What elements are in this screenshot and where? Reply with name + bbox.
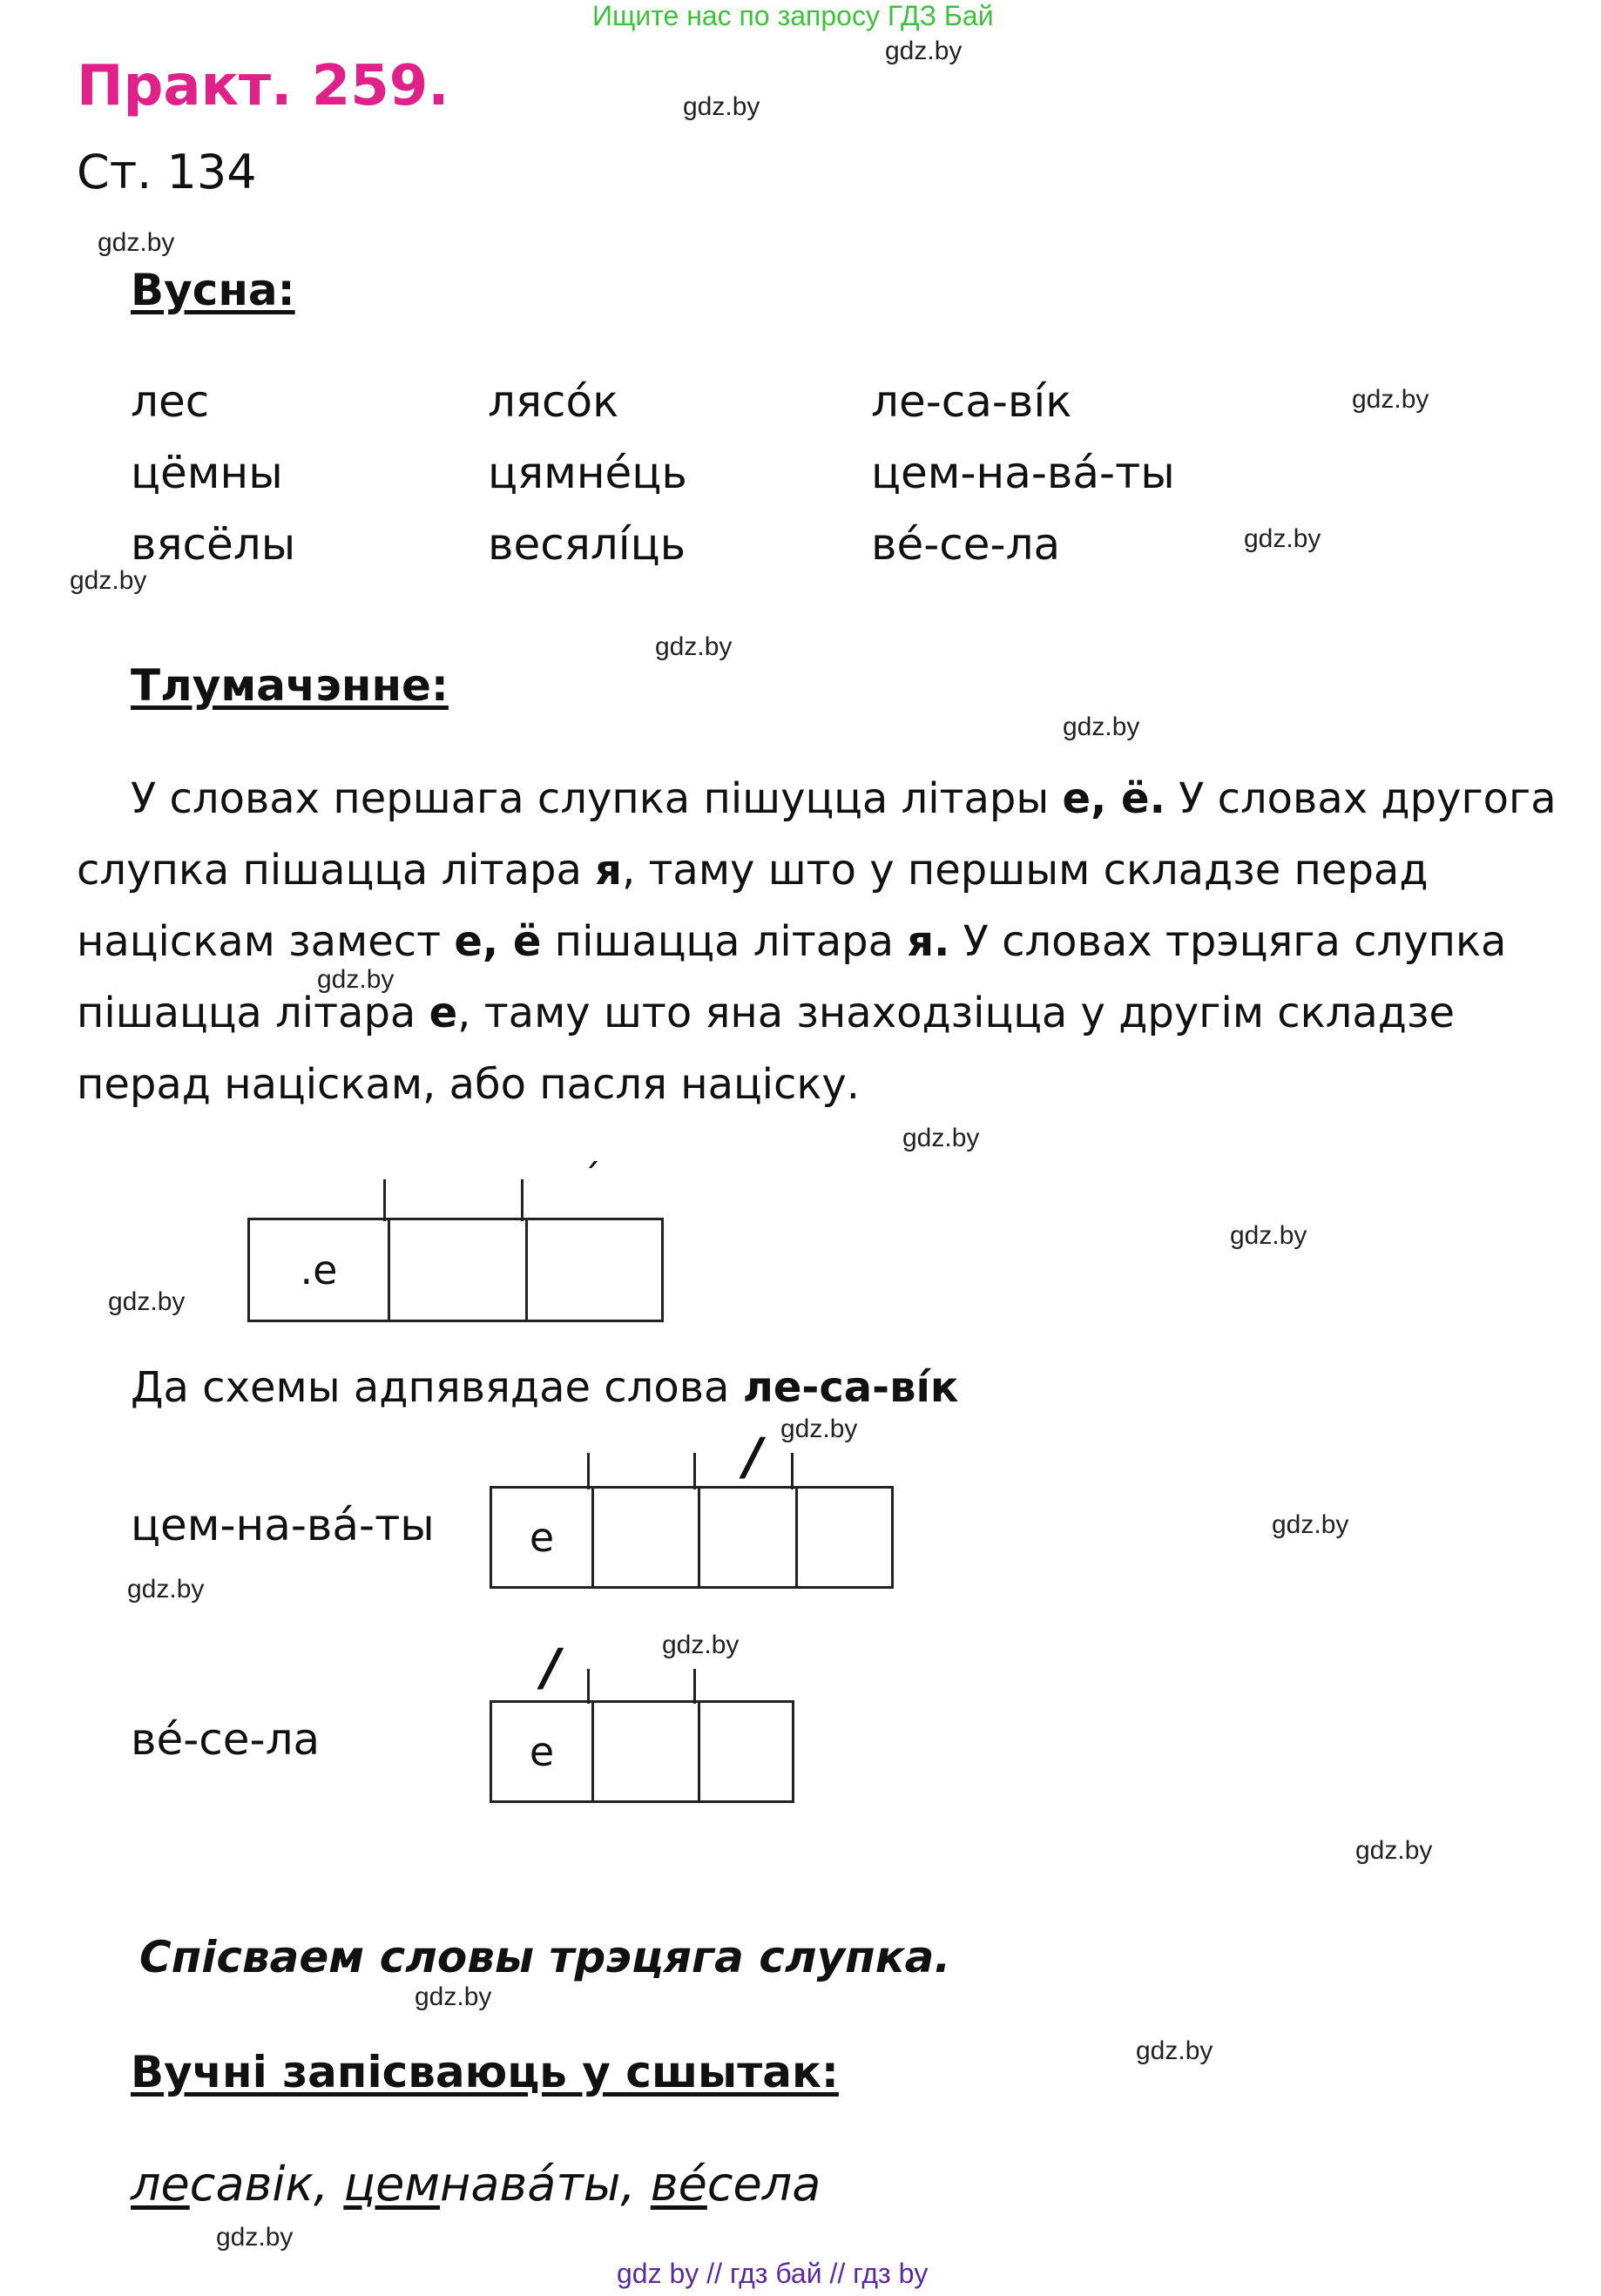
scheme-2-box	[490, 1486, 894, 1589]
match-sentence: Да схемы адпявядае слова ле-са-ві́к	[131, 1363, 959, 1412]
footer-links: gdz by // гдз бай // гдз by	[617, 2258, 929, 2289]
answer-line: лесавік, цемнавáты, вéсела	[131, 2157, 821, 2212]
watermark: gdz.by	[1352, 385, 1429, 414]
oral-heading: Вусна:	[131, 265, 295, 315]
word-r2-c3: цем-на-ва́-ты	[871, 448, 1175, 498]
word-r3-c3: ве́-се-ла	[871, 519, 1061, 570]
watermark: gdz.by	[415, 1982, 492, 2011]
word-r2-c2: цямне́ць	[488, 448, 687, 498]
scheme-1-cell-1: .е	[300, 1246, 338, 1293]
scheme-2-cell-2	[591, 1489, 698, 1586]
top-banner: Ищите нас по запросу ГДЗ Бай	[592, 0, 994, 31]
watermark: gdz.by	[70, 566, 147, 595]
watermark: gdz.by	[885, 37, 963, 65]
scheme-2-label: цем-на-ва́-ты	[131, 1500, 435, 1550]
watermark: gdz.by	[1136, 2036, 1213, 2065]
scheme-2-tick-1	[587, 1453, 590, 1489]
watermark: gdz.by	[1272, 1510, 1349, 1539]
word-r3-c1: вясёлы	[131, 519, 296, 570]
scheme-2-cell-4	[795, 1489, 891, 1586]
students-heading: Вучні запісваюць у сшытак:	[131, 2047, 839, 2097]
scheme-3-box	[490, 1700, 794, 1803]
watermark: gdz.by	[662, 1631, 740, 1659]
scheme-1-cell-3	[525, 1220, 661, 1320]
copy-note: Спісваем словы трэцяга слупка.	[139, 1932, 951, 1982]
watermark: gdz.by	[108, 1287, 186, 1316]
watermark: gdz.by	[98, 228, 175, 257]
explanation-heading: Тлумачэнне:	[131, 660, 449, 711]
watermark: gdz.by	[1244, 524, 1321, 553]
page-reference: Ст. 134	[77, 145, 257, 199]
watermark: gdz.by	[317, 965, 395, 994]
scheme-1-box	[247, 1218, 664, 1322]
scheme-3-cell-3	[698, 1703, 792, 1800]
scheme-3-label: ве́-се-ла	[131, 1714, 321, 1765]
word-r2-c1: цёмны	[131, 448, 283, 498]
scheme-1-accent-icon: ´	[582, 1157, 601, 1201]
word-r1-c1: лес	[131, 376, 210, 427]
watermark: gdz.by	[127, 1575, 205, 1604]
explanation-paragraph: У словах першага слупка пішуцца літары е, ё. У словах другога слупка пішацца літара я, таму што у першым складзе перад націскам замест е, ё пішацца літара я. У словах трэцяга слупка пішацца літара е, таму што яна знаходзіцца у другім складзе перад націскам, або пасля націску.	[77, 774, 1557, 1109]
scheme-3-accent-icon: /	[542, 1638, 561, 1697]
scheme-3-tick-1	[587, 1669, 590, 1704]
watermark: gdz.by	[1063, 712, 1140, 741]
page-title: Практ. 259.	[77, 54, 449, 118]
scheme-3-cell-1: е	[529, 1728, 555, 1775]
watermark: gdz.by	[655, 632, 733, 661]
scheme-2-tick-3	[791, 1453, 794, 1489]
scheme-1-cell-2	[388, 1220, 525, 1320]
scheme-2-tick-2	[693, 1453, 696, 1489]
scheme-1-tick-1	[383, 1179, 386, 1221]
word-r1-c3: ле-са-ві́к	[871, 376, 1072, 427]
word-r3-c2: весялі́ць	[488, 519, 686, 570]
scheme-2-cell-3	[698, 1489, 795, 1586]
scheme-3-cell-2	[591, 1703, 698, 1800]
watermark: gdz.by	[1355, 1836, 1433, 1865]
word-r1-c2: лясо́к	[488, 376, 619, 427]
watermark: gdz.by	[216, 2223, 294, 2252]
watermark: gdz.by	[780, 1415, 858, 1443]
scheme-3-tick-2	[693, 1669, 696, 1704]
watermark: gdz.by	[683, 92, 760, 121]
scheme-1-tick-2	[521, 1179, 524, 1221]
scheme-2-cell-1: е	[529, 1514, 555, 1561]
scheme-2-accent-icon: /	[744, 1427, 763, 1486]
watermark: gdz.by	[1230, 1221, 1307, 1250]
watermark: gdz.by	[902, 1124, 980, 1152]
